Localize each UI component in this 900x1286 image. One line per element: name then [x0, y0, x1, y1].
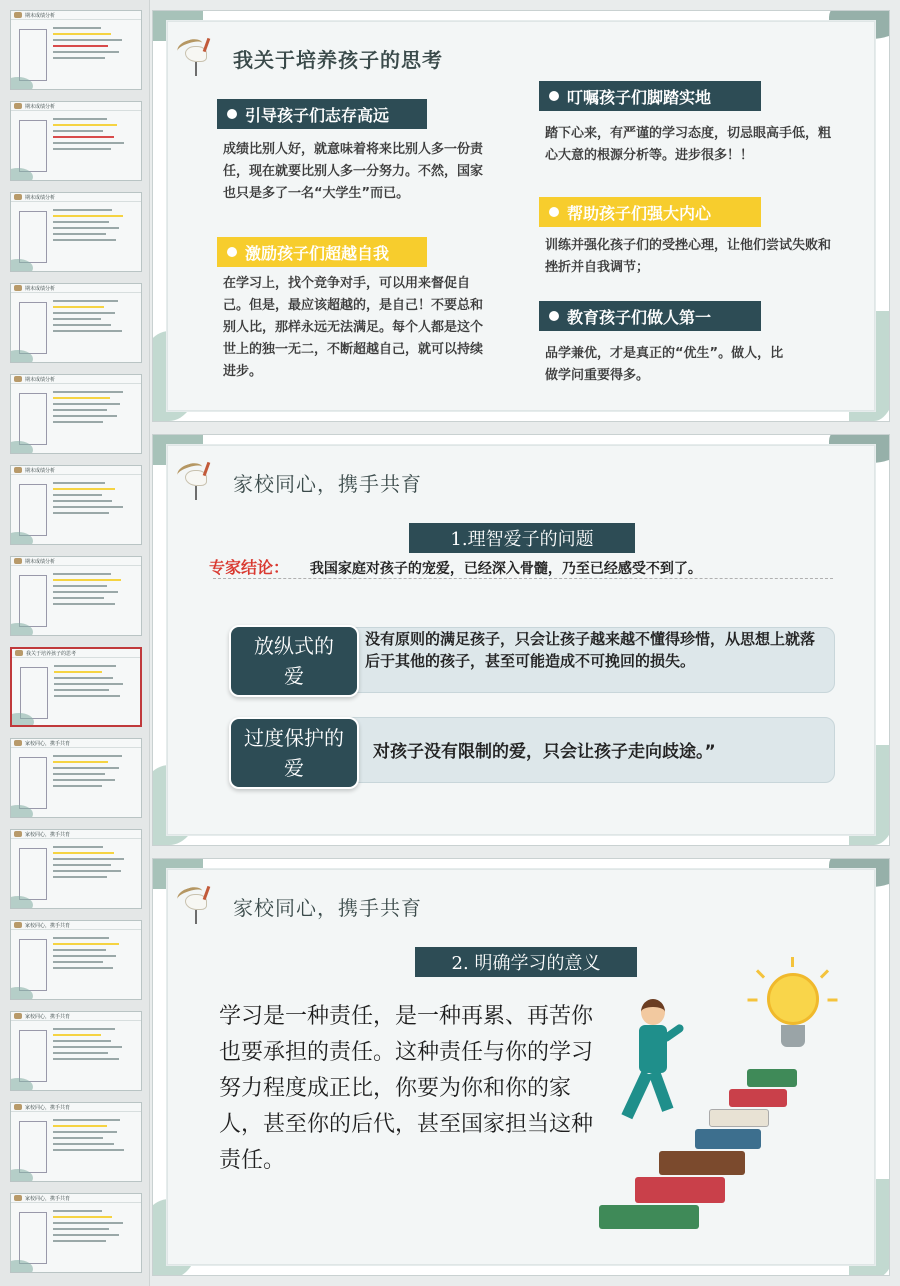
- thumbnail-title: 家校同心，携手共育: [25, 1105, 71, 1111]
- section-heading-grounded: [539, 81, 761, 111]
- thumbnail-title: 家校同心，携手共育: [25, 1014, 71, 1020]
- slide-thumbnail[interactable]: [10, 1011, 142, 1091]
- thumbnail-header: [11, 1194, 141, 1203]
- thumbnail-title: 期末成绩分析: [25, 286, 56, 292]
- thumbnail-header: [11, 1012, 141, 1021]
- crane-icon: [175, 38, 219, 78]
- section-heading-text: 引导孩子们志存高远: [245, 105, 390, 125]
- book-stairs-illustration: [599, 1039, 839, 1239]
- thumbnail-content-box: [19, 484, 47, 536]
- slide-thumbnail-panel[interactable]: [0, 0, 150, 1286]
- thumbnail-title: 期末成绩分析: [25, 104, 56, 110]
- thumbnail-logo-icon: [14, 103, 22, 109]
- section-heading-ambition: [217, 99, 427, 129]
- thumbnail-header: [11, 193, 141, 202]
- slide-1[interactable]: [152, 10, 890, 422]
- slide-thumbnail[interactable]: [10, 1102, 142, 1182]
- thumbnail-text-lines: [54, 665, 132, 701]
- thumbnail-content-box: [19, 1121, 47, 1173]
- thumbnail-text-lines: [53, 300, 133, 336]
- thumbnail-title: 期末成绩分析: [25, 559, 56, 565]
- slide-title: 家校同心，携手共育: [233, 895, 422, 920]
- slide-title: 我关于培养孩子的思考: [233, 47, 443, 72]
- expert-conclusion: [209, 555, 702, 578]
- slide-subtitle: 2. 明确学习的意义: [415, 947, 637, 977]
- section-text-grounded: 踏下心来，有严谨的学习态度，切忌眼高手低，粗心大意的根源分析等。进步很多！！: [545, 126, 832, 163]
- thumbnail-header: [11, 284, 141, 293]
- slide-header: [175, 881, 422, 931]
- love-text-indulgent: 没有原则的满足孩子，只会让孩子越来越不懂得珍惜，从思想上就落后于其他的孩子，甚至可能造成不可挽回的损失。: [365, 630, 816, 670]
- slide-thumbnail[interactable]: [10, 647, 142, 727]
- thumbnail-text-lines: [53, 1119, 133, 1155]
- bullet-icon: [227, 247, 237, 257]
- thumbnail-header: [11, 102, 141, 111]
- thumbnail-logo-icon: [14, 1104, 22, 1110]
- thumbnail-text-lines: [53, 482, 133, 518]
- slide-3[interactable]: [152, 858, 890, 1276]
- thumbnail-title: 家校同心，携手共育: [25, 1196, 71, 1202]
- crane-icon: [175, 462, 219, 502]
- thumbnail-title: 期末成绩分析: [25, 468, 56, 474]
- divider: [213, 578, 833, 579]
- thumbnail-title: 期末成绩分析: [25, 195, 56, 201]
- section-heading-character: [539, 301, 761, 331]
- thumbnail-logo-icon: [14, 376, 22, 382]
- slide-thumbnail[interactable]: [10, 192, 142, 272]
- slide-thumbnail[interactable]: [10, 374, 142, 454]
- thumbnail-logo-icon: [14, 285, 22, 291]
- thumbnail-logo-icon: [14, 922, 22, 928]
- slide-title: 家校同心，携手共育: [233, 471, 422, 496]
- section-heading-text: 激励孩子们超越自我: [245, 243, 390, 263]
- slide-header: [175, 457, 422, 507]
- thumbnail-logo-icon: [14, 12, 22, 18]
- slide-thumbnail[interactable]: [10, 1193, 142, 1273]
- thumbnail-header: [11, 557, 141, 566]
- slide-thumbnail[interactable]: [10, 920, 142, 1000]
- thumbnail-logo-icon: [14, 1195, 22, 1201]
- climbing-person-figure: [625, 999, 685, 1159]
- thumbnail-content-box: [19, 302, 47, 354]
- thumbnail-content-box: [19, 1030, 47, 1082]
- thumbnail-header: [11, 466, 141, 475]
- thumbnail-content-box: [20, 667, 48, 719]
- thumbnail-logo-icon: [14, 194, 22, 200]
- thumbnail-content-box: [19, 757, 47, 809]
- section-text-resilience: 训练并强化孩子们的受挫心理，让他们尝试失败和挫折并自我调节；: [545, 238, 832, 275]
- section-heading-resilience: [539, 197, 761, 227]
- slide-thumbnail[interactable]: [10, 738, 142, 818]
- slide-thumbnail[interactable]: [10, 101, 142, 181]
- thumbnail-content-box: [19, 29, 47, 81]
- thumbnail-header: [11, 830, 141, 839]
- section-heading-text: 帮助孩子们强大内心: [567, 203, 712, 223]
- thumbnail-text-lines: [53, 1028, 133, 1064]
- thumbnail-header: [11, 11, 141, 20]
- thumbnail-text-lines: [53, 937, 133, 973]
- bullet-icon: [549, 207, 559, 217]
- slide-thumbnail[interactable]: [10, 465, 142, 545]
- thumbnail-text-lines: [53, 118, 133, 154]
- thumbnail-text-lines: [53, 209, 133, 245]
- thumbnail-logo-icon: [14, 558, 22, 564]
- slide-thumbnail[interactable]: [10, 556, 142, 636]
- love-label-overprotective: 过度保护的爱: [229, 717, 359, 789]
- thumbnail-text-lines: [53, 1210, 133, 1246]
- slide-thumbnail[interactable]: [10, 829, 142, 909]
- thumbnail-logo-icon: [15, 650, 23, 656]
- slide-thumbnail[interactable]: [10, 10, 142, 90]
- love-text-overprotective: 对孩子没有限制的爱，只会让孩子走向歧途。”: [373, 742, 716, 762]
- thumbnail-header: [12, 649, 140, 658]
- expert-label: 专家结论：: [209, 558, 290, 577]
- thumbnail-content-box: [19, 575, 47, 627]
- bullet-icon: [227, 109, 237, 119]
- thumbnail-header: [11, 921, 141, 930]
- section-heading-text: 叮嘱孩子们脚踏实地: [567, 87, 712, 107]
- thumbnail-text-lines: [53, 573, 133, 609]
- slide-body-text: 学习是一种责任，是一种再累、再苦你也要承担的责任。这种责任与你的学习努力程度成正比，你要为你和你的家人，甚至你的后代，甚至国家担当这种责任。: [219, 1004, 594, 1173]
- thumbnail-text-lines: [53, 755, 133, 791]
- thumbnail-content-box: [19, 1212, 47, 1264]
- section-heading-text: 教育孩子们做人第一: [567, 307, 712, 327]
- thumbnail-title: 家校同心，携手共育: [25, 923, 71, 929]
- thumbnail-title: 家校同心，携手共育: [25, 832, 71, 838]
- section-heading-surpass: [217, 237, 427, 267]
- thumbnail-header: [11, 1103, 141, 1112]
- section-text-ambition: 成绩比别人好，就意味着将来比别人多一份责任，现在就要比别人多一分努力。不然，国家也只是多了一名“大学生”而已。: [223, 142, 484, 201]
- crane-icon: [175, 886, 219, 926]
- bullet-icon: [549, 91, 559, 101]
- bullet-icon: [549, 311, 559, 321]
- slide-subtitle: 1.理智爱子的问题: [409, 523, 635, 553]
- thumbnail-title: 家校同心，携手共育: [25, 741, 71, 747]
- thumbnail-logo-icon: [14, 831, 22, 837]
- thumbnail-text-lines: [53, 391, 133, 427]
- thumbnail-title: 期末成绩分析: [25, 377, 56, 383]
- thumbnail-text-lines: [53, 846, 133, 882]
- thumbnail-content-box: [19, 393, 47, 445]
- slide-thumbnail[interactable]: [10, 283, 142, 363]
- section-text-surpass: 在学习上，找个竞争对手，可以用来督促自己。但是，最应该超越的，是自己！不要总和别人比，那样永远无法满足。每个人都是这个世上的独一无二，不断超越自己，就可以持续进步。: [223, 276, 484, 379]
- thumbnail-content-box: [19, 939, 47, 991]
- thumbnail-content-box: [19, 211, 47, 263]
- thumbnail-text-lines: [53, 27, 133, 63]
- thumbnail-logo-icon: [14, 740, 22, 746]
- thumbnail-logo-icon: [14, 467, 22, 473]
- slide-header: [175, 33, 443, 83]
- thumbnail-content-box: [19, 120, 47, 172]
- thumbnail-title: 期末成绩分析: [25, 13, 56, 19]
- expert-text: 我国家庭对孩子的宠爱，已经深入骨髓，乃至已经感受不到了。: [309, 561, 702, 577]
- thumbnail-header: [11, 375, 141, 384]
- slide-2[interactable]: [152, 434, 890, 846]
- thumbnail-title: 我关于培养孩子的思考: [26, 651, 77, 657]
- love-label-indulgent: 放纵式的爱: [229, 625, 359, 697]
- section-text-character: 品学兼优，才是真正的“优生”。做人，比做学问重要得多。: [545, 346, 784, 383]
- thumbnail-content-box: [19, 848, 47, 900]
- thumbnail-logo-icon: [14, 1013, 22, 1019]
- thumbnail-header: [11, 739, 141, 748]
